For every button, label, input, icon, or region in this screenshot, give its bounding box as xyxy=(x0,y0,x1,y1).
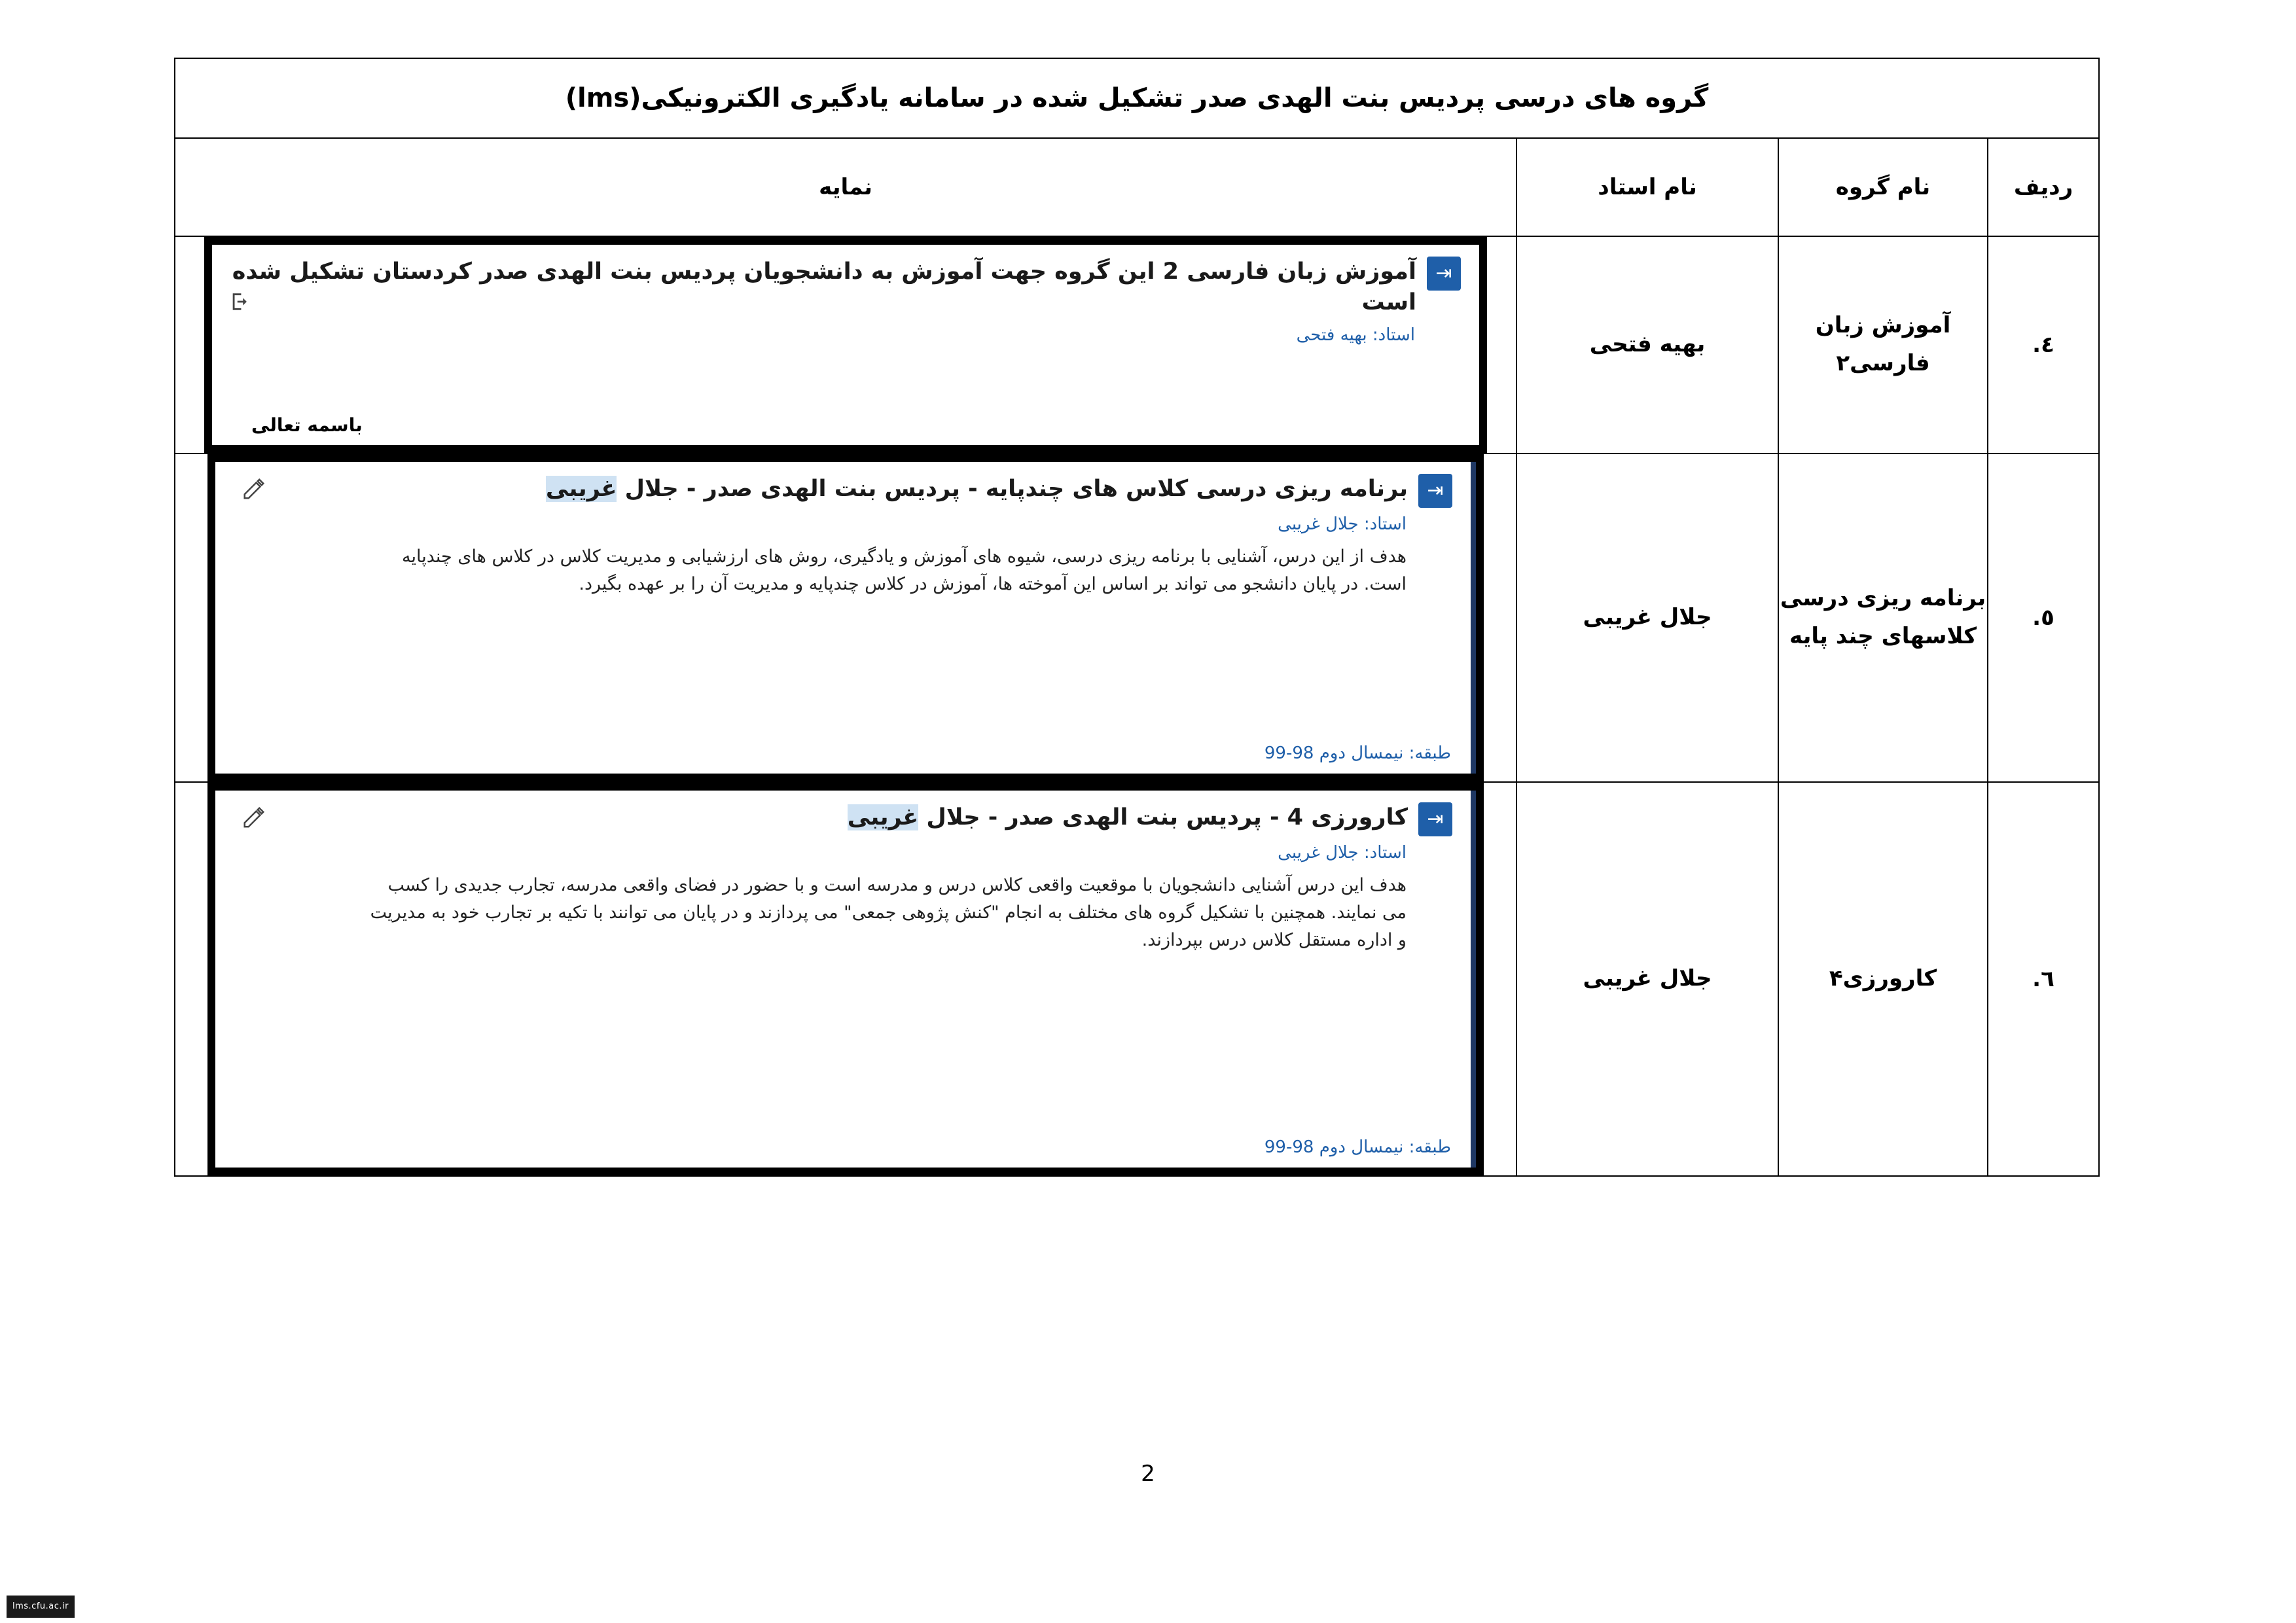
table-row xyxy=(175,236,2099,454)
table-header-row xyxy=(175,138,2099,236)
courses-table xyxy=(174,58,2100,1177)
lms-course-card xyxy=(204,237,1487,453)
cell-group-name: برنامه ریزی درسی کلاسهای چند پایه xyxy=(1778,454,1988,782)
exit-icon xyxy=(229,291,251,313)
course-category-label: طبقه: نیمسال دوم xyxy=(1314,1137,1451,1157)
cell-professor-name: جلال غریبی xyxy=(1516,454,1778,782)
header-group-name: نام گروه xyxy=(1778,138,1988,236)
lms-course-card-inner xyxy=(215,462,1476,774)
cell-radif: ٦. xyxy=(1988,782,2099,1176)
enter-course-icon[interactable]: ⇥ xyxy=(1418,802,1452,836)
table-row xyxy=(175,782,2099,1176)
cell-radif: ٥. xyxy=(1988,454,2099,782)
course-title-highlight: غریبی xyxy=(847,804,919,830)
header-namaye: نمایه xyxy=(175,138,1516,236)
cell-radif: ٤. xyxy=(1988,236,2099,454)
edit-pencil-icon[interactable] xyxy=(242,805,266,830)
lms-course-card xyxy=(207,783,1484,1175)
header-professor-name: نام استاد xyxy=(1516,138,1778,236)
course-title-highlight: غریبی xyxy=(545,476,617,502)
cell-namaye xyxy=(175,454,1516,782)
cell-group-name: کارورزی۴ xyxy=(1778,782,1988,1176)
course-category-term: 98-99 xyxy=(1264,743,1314,763)
cell-namaye xyxy=(175,236,1516,454)
course-category-term: 98-99 xyxy=(1264,1137,1314,1157)
course-teacher[interactable]: استاد: بهیه فتحی xyxy=(1296,325,1415,345)
document-title: گروه های درسی پردیس بنت الهدی صدر تشکیل شده در سامانه یادگیری الکترونیکی(lms) xyxy=(175,58,2099,138)
page-number: 2 xyxy=(1141,1461,1155,1487)
course-title[interactable] xyxy=(234,802,1408,833)
course-title-row xyxy=(230,257,1461,319)
course-description: هدف از این درس، آشنایی با برنامه ریزی درسی، شیوه های آموزش و یادگیری، روش های ارزشیابی و مدیریت کلاس در کلاس های چندپایه است. در پایان دانشجو می تواند بر اساس این آموخته ها، آموزش در کلاس چندپایه و مدیریت آن را بر عهده بگیرد. xyxy=(401,546,1407,594)
enter-course-icon[interactable]: ⇥ xyxy=(1427,257,1461,291)
enter-course-icon[interactable]: ⇥ xyxy=(1418,474,1452,508)
course-category xyxy=(1265,1137,1451,1157)
table-row xyxy=(175,454,2099,782)
course-title-text: برنامه ریزی درسی کلاس های چندپایه - پردیس بنت الهدی صدر - جلال xyxy=(617,476,1408,502)
course-teacher[interactable]: استاد: جلال غریبی xyxy=(1278,514,1407,534)
course-title-row xyxy=(234,474,1452,508)
cell-group-name: آموزش زبان فارسی۲ xyxy=(1778,236,1988,454)
course-teacher[interactable]: استاد: جلال غریبی xyxy=(1278,843,1407,863)
cell-professor-name: جلال غریبی xyxy=(1516,782,1778,1176)
table-title-row xyxy=(175,58,2099,138)
lms-course-card-inner xyxy=(212,245,1479,445)
lms-course-card-inner xyxy=(215,791,1476,1168)
course-title-row xyxy=(234,802,1452,836)
course-category xyxy=(1265,743,1451,763)
course-category-label: طبقه: نیمسال دوم xyxy=(1314,743,1451,763)
lms-course-card xyxy=(207,454,1484,781)
course-title[interactable]: آموزش زبان فارسی 2 این گروه جهت آموزش به دانشجویان پردیس بنت الهدی صدر کردستان تشکیل شده است xyxy=(232,259,1416,316)
cell-namaye xyxy=(175,782,1516,1176)
edit-pencil-icon[interactable] xyxy=(242,476,266,501)
cell-professor-name: بهیه فتحی xyxy=(1516,236,1778,454)
course-description: هدف این درس آشنایی دانشجویان با موقعیت واقعی کلاس درس و مدرسه است و با حضور در فضای واقعی مدرسه، تجارب جدیدی را کسب می نمایند. همچنین با تشکیل گروه های مختلف به انجام "کنش پژوهی جمعی" می پردازند و در پایان می توانند با تکیه بر تجارب خود به مدیریت و اداره مستقل کلاس درس بپردازند. xyxy=(370,875,1407,950)
course-title[interactable] xyxy=(234,474,1408,505)
course-title-text: کارورزی 4 - پردیس بنت الهدی صدر - جلال xyxy=(918,804,1408,830)
header-radif: ردیف xyxy=(1988,138,2099,236)
corner-stamp: lms.cfu.ac.ir xyxy=(7,1596,75,1618)
basmale-text: باسمه تعالی xyxy=(251,414,363,436)
